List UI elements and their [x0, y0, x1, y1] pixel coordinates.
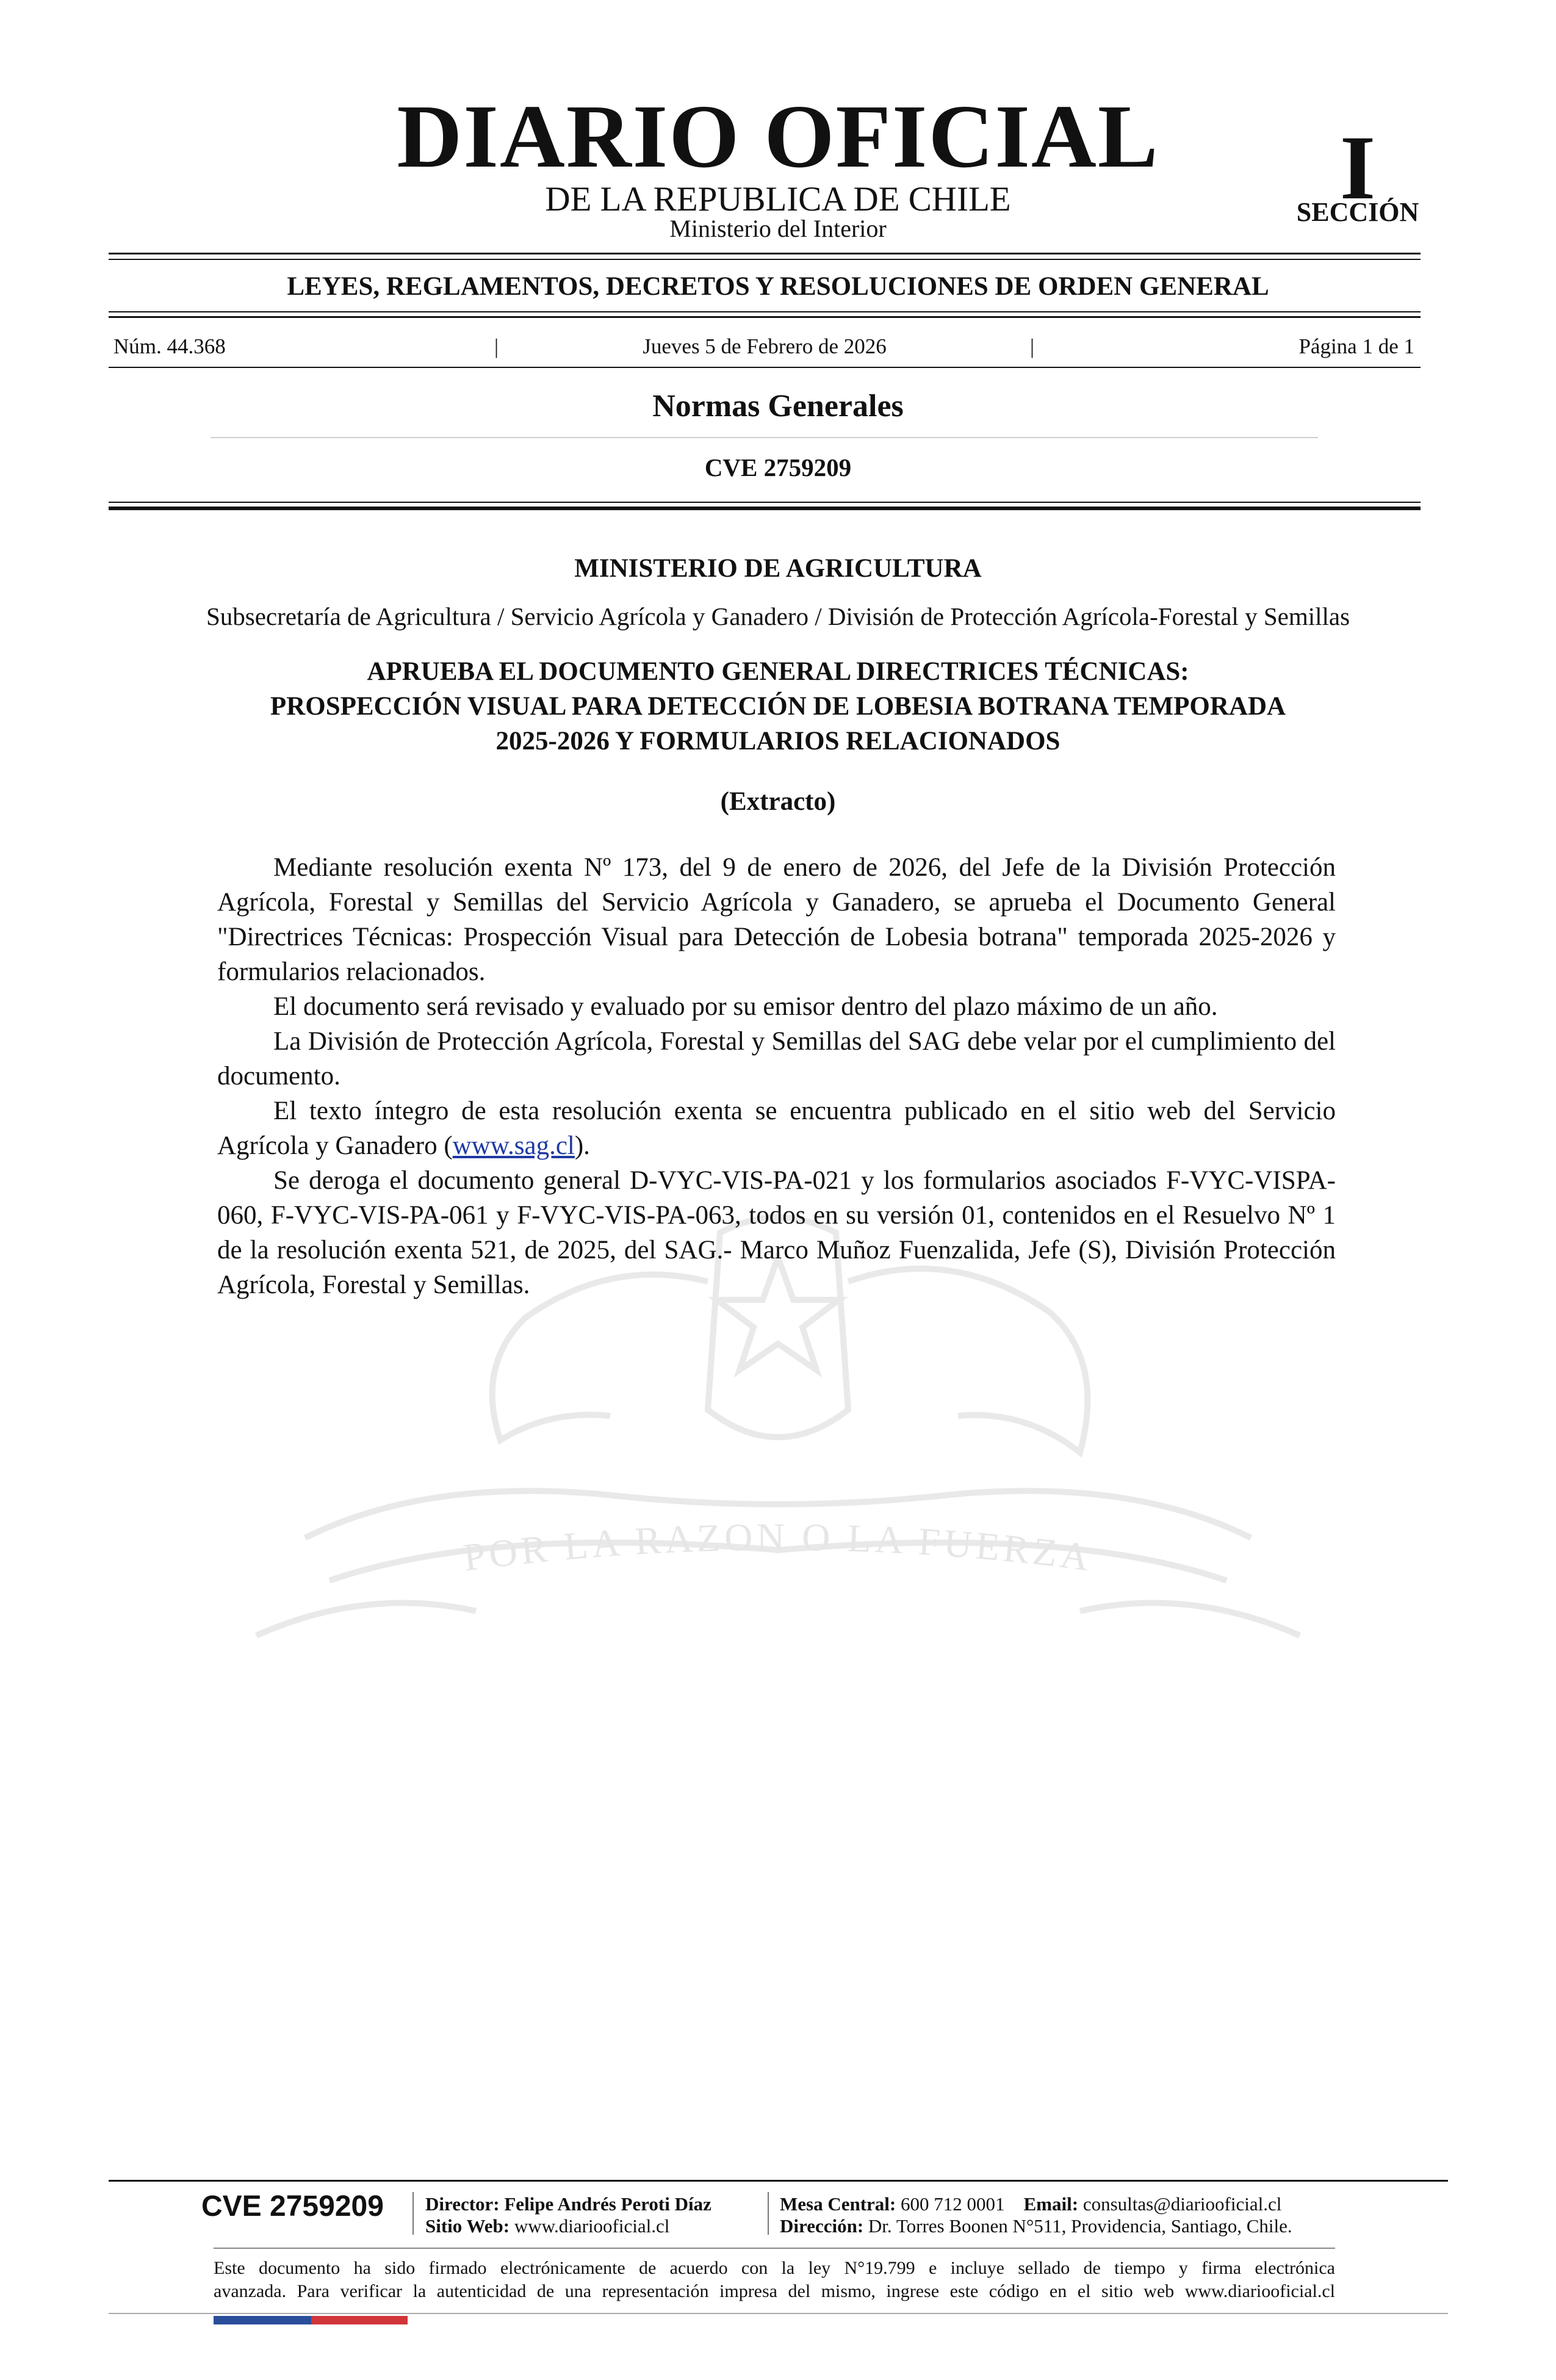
director-name: Felipe Andrés Peroti Díaz — [504, 2193, 711, 2215]
section-rule-thick — [109, 507, 1421, 510]
masthead-title: DIARIO OFICIAL — [397, 87, 1159, 187]
motto-text: POR LA RAZON O LA FUERZA — [461, 1515, 1095, 1579]
section-number: I — [1339, 117, 1376, 218]
address-label: Dirección: — [780, 2215, 864, 2237]
web-paragraph-end: ). — [574, 1131, 590, 1160]
issue-number: Núm. 44.368 — [113, 334, 226, 358]
decree-extracto: (Extracto) — [720, 787, 836, 816]
masthead-ministry: Ministerio del Interior — [669, 215, 887, 242]
footer-rule-bottom — [109, 2313, 1448, 2314]
footer-note-line: Este documento ha sido firmado electrónicamente de acuerdo con la ley N°19.799 e incluye sellado de tiempo y firma electrónica — [214, 2258, 1335, 2278]
issue-rule — [109, 367, 1421, 368]
issue-separator-1: | — [494, 334, 499, 358]
section-label: SECCIÓN — [1296, 197, 1419, 227]
issue-separator-2: | — [1030, 334, 1035, 358]
footer-director-block — [425, 2193, 767, 2237]
decree-body — [217, 850, 1336, 1302]
director-label: Director: — [425, 2193, 500, 2215]
flag-stripe-blue — [214, 2316, 311, 2324]
section-cve: CVE 2759209 — [704, 453, 852, 481]
body-paragraph-web — [217, 1094, 1336, 1163]
body-paragraph: Se deroga el documento general D-VYC-VIS-PA-021 y los formularios asociados F-VYC-VISPA-060, F-VYC-VIS-PA-061 y F-VYC-VIS-PA-063, todos en su versión 01, contenidos en el Resuelvo Nº 1 de la resolución exenta 521, de 2025, del SAG.- Marco Muñoz Fuenzalida, Jefe (S), División Protección Agrícola, Forestal y Semillas. — [217, 1166, 1336, 1299]
masthead-rule-top — [109, 253, 1421, 254]
web-paragraph-text: El texto íntegro de esta resolución exenta se encuentra publicado en el sitio web del Servicio Agrícola y Ganadero ( — [217, 1097, 1336, 1160]
flag-stripe-red — [311, 2316, 408, 2324]
footer-rule-mid — [214, 2248, 1335, 2249]
masthead-subtitle: DE LA REPUBLICA DE CHILE — [545, 180, 1011, 218]
header-rule-thin — [109, 311, 1421, 312]
masthead-rule-top-thin — [109, 259, 1421, 260]
decree-title-line: 2025-2026 Y FORMULARIOS RELACIONADOS — [495, 727, 1061, 755]
body-paragraph: La División de Protección Agrícola, Forestal y Semillas del SAG debe velar por el cumplimiento del documento. — [217, 1027, 1336, 1091]
footer-contact-block — [780, 2193, 1353, 2237]
footer-note — [214, 2257, 1335, 2303]
issue-page: Página 1 de 1 — [1298, 334, 1414, 358]
footer-rule-top — [109, 2180, 1448, 2182]
body-paragraph: Mediante resolución exenta Nº 173, del 9 de enero de 2026, del Jefe de la División Protección Agrícola, Forestal y Semillas del Servicio Agrícola y Ganadero, se aprueba el Documento General "Directrices Técnicas: Prospección Visual para Detección de Lobesia botrana" temporada 2025-2026 y formularios relacionados. — [217, 853, 1336, 986]
decree-ministry: MINISTERIO DE AGRICULTURA — [574, 554, 982, 583]
section-heading-divider — [211, 437, 1318, 438]
email-value: consultas@diariooficial.cl — [1082, 2193, 1282, 2215]
header-rule — [109, 316, 1421, 318]
decree-subsecretaria: Subsecretaría de Agricultura / Servicio Agrícola y Ganadero / División de Protección Agrícola-Forestal y Semillas — [206, 602, 1350, 630]
section-heading: Normas Generales — [652, 389, 904, 424]
section-rule-thin — [109, 502, 1421, 503]
issue-date: Jueves 5 de Febrero de 2026 — [643, 334, 887, 358]
address-value: Dr. Torres Boonen N°511, Providencia, Santiago, Chile. — [868, 2215, 1292, 2237]
issue-row — [109, 334, 1421, 359]
phone-value: 600 712 0001 — [901, 2193, 1005, 2215]
decree-title — [0, 654, 1556, 759]
footer-separator — [412, 2192, 414, 2235]
sag-website-link[interactable]: www.sag.cl — [452, 1131, 575, 1160]
footer-note-line: avanzada. Para verificar la autenticidad de una representación impresa del mismo, ingrese este código en el sitio web www.diariooficial.cl — [214, 2281, 1335, 2301]
phone-label: Mesa Central: — [780, 2193, 896, 2215]
decree-title-line: PROSPECCIÓN VISUAL PARA DETECCIÓN DE LOBESIA BOTRANA TEMPORADA — [270, 692, 1286, 721]
site-value: www.diariooficial.cl — [514, 2215, 670, 2237]
header-band: LEYES, REGLAMENTOS, DECRETOS Y RESOLUCIONES DE ORDEN GENERAL — [287, 272, 1269, 301]
decree-title-line: APRUEBA EL DOCUMENTO GENERAL DIRECTRICES TÉCNICAS: — [367, 657, 1189, 686]
body-paragraph: El documento será revisado y evaluado por su emisor dentro del plazo máximo de un año. — [273, 992, 1218, 1021]
footer-cve: CVE 2759209 — [201, 2190, 384, 2223]
email-label: Email: — [1023, 2193, 1079, 2215]
site-label: Sitio Web: — [425, 2215, 510, 2237]
footer-separator — [768, 2192, 769, 2235]
